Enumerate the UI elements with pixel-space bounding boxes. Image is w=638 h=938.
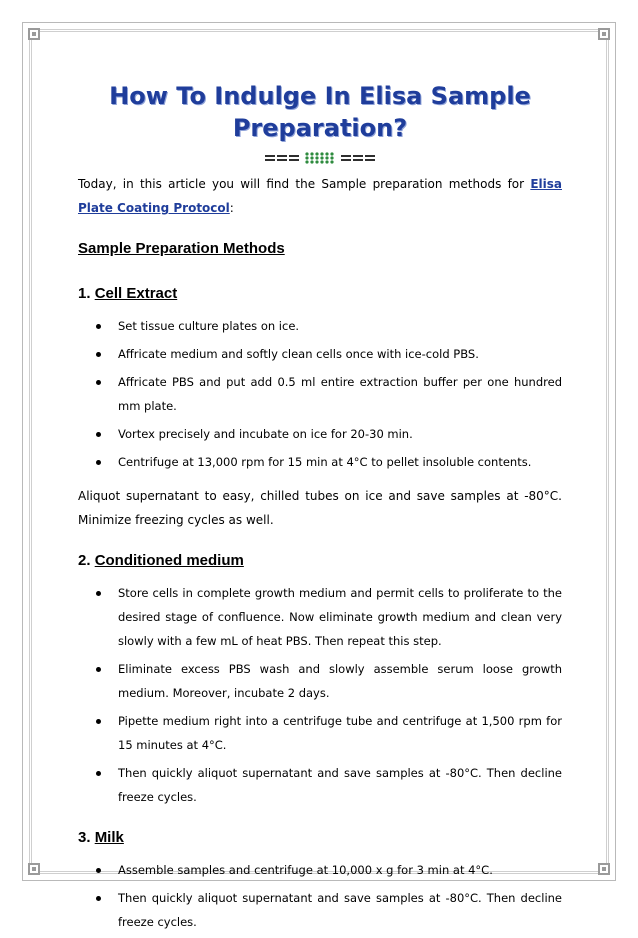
section-number: 2.	[78, 552, 91, 569]
cell-extract-note: Aliquot supernatant to easy, chilled tubes on ice and save samples at -80°C. Minimize freezing cycles as well.	[78, 489, 562, 527]
list-item: Vortex precisely and incubate on ice for 20-30 min.	[78, 422, 562, 446]
list-item: Centrifuge at 13,000 rpm for 15 min at 4°C to pellet insoluble contents.	[78, 450, 562, 474]
intro-paragraph	[78, 172, 562, 220]
corner-ornament-top-right	[598, 28, 610, 40]
section-title: Conditioned medium	[94, 552, 244, 569]
title-divider-ornament	[265, 152, 375, 164]
section-title: Milk	[94, 829, 124, 846]
conditioned-medium-steps	[78, 581, 562, 809]
intro-text: Today, in this article you will find the Sample preparation methods for	[78, 177, 531, 191]
section-heading-milk	[78, 829, 562, 846]
methods-heading	[78, 240, 562, 257]
cell-extract-steps	[78, 314, 562, 474]
corner-ornament-bottom-right	[598, 863, 610, 875]
section-number: 1.	[78, 285, 91, 302]
milk-steps	[78, 858, 562, 934]
section-number: 3.	[78, 829, 91, 846]
list-item: Then quickly aliquot supernatant and save samples at -80°C. Then decline freeze cycles.	[78, 761, 562, 809]
intro-text-end: :	[229, 201, 234, 215]
list-item: Store cells in complete growth medium and permit cells to proliferate to the desired stage of confluence. Now eliminate growth medium and clean very slowly with a few mL of heat PBS. Then repeat this step.	[78, 581, 562, 653]
list-item: Then quickly aliquot supernatant and save samples at -80°C. Then decline freeze cycles.	[78, 886, 562, 934]
page-title: How To Indulge In Elisa Sample Preparation?	[109, 82, 531, 142]
section-heading-cell-extract	[78, 285, 562, 302]
list-item: Affricate medium and softly clean cells once with ice-cold PBS.	[78, 342, 562, 366]
list-item: Affricate PBS and put add 0.5 ml entire extraction buffer per one hundred mm plate.	[78, 370, 562, 418]
list-item: Assemble samples and centrifuge at 10,000 x g for 3 min at 4°C.	[78, 858, 562, 882]
document-body	[78, 80, 562, 938]
list-item: Pipette medium right into a centrifuge tube and centrifuge at 1,500 rpm for 15 minutes at 4°C.	[78, 709, 562, 757]
list-item: Eliminate excess PBS wash and slowly assemble serum loose growth medium. Moreover, incubate 2 days.	[78, 657, 562, 705]
corner-ornament-bottom-left	[28, 863, 40, 875]
list-item: Set tissue culture plates on ice.	[78, 314, 562, 338]
methods-heading-text: Sample Preparation Methods	[78, 240, 285, 257]
corner-ornament-top-left	[28, 28, 40, 40]
section-title: Cell Extract	[94, 285, 178, 302]
elisa-plate-coating-link[interactable]: Elisa Plate Coating Protocol	[78, 177, 562, 215]
section-heading-conditioned-medium	[78, 552, 562, 569]
